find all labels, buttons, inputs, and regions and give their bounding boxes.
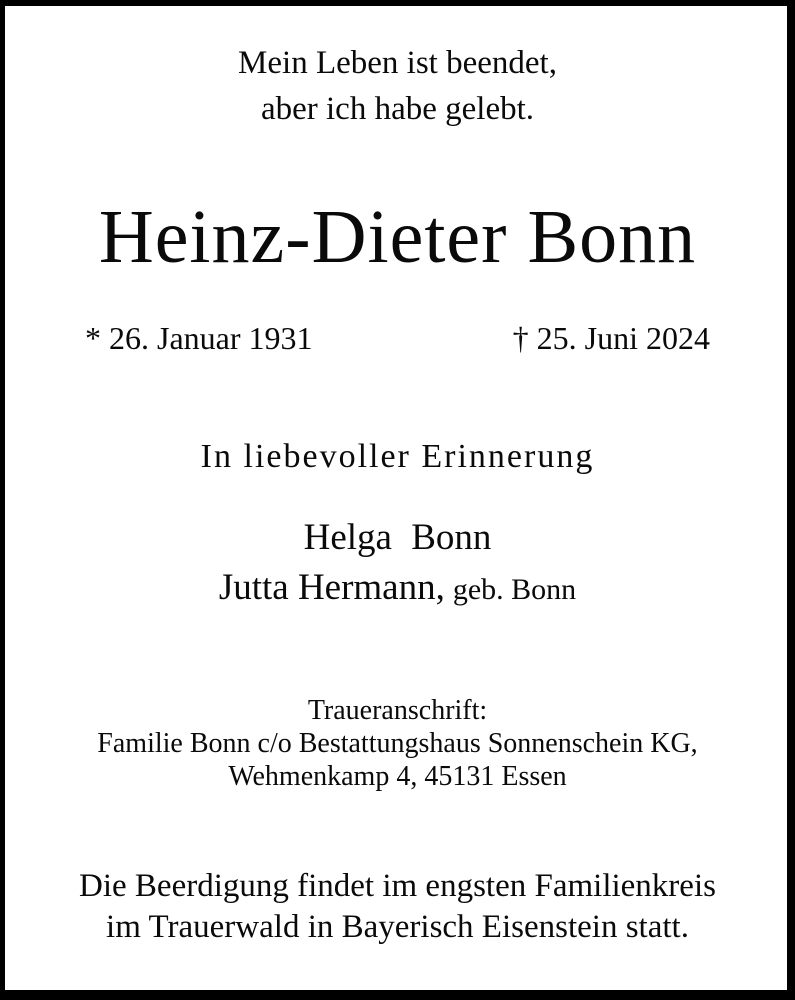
condolence-address-line-2: Wehmenkamp 4, 45131 Essen xyxy=(228,761,567,792)
condolence-address-line-1: Familie Bonn c/o Bestattungshaus Sonnenschein KG, xyxy=(97,728,698,759)
epigraph-line-2: aber ich habe gelebt. xyxy=(260,91,535,127)
death-date: † 25. Juni 2024 xyxy=(512,320,710,356)
condolence-label: Traueranschrift: xyxy=(307,695,488,726)
condolence-address xyxy=(0,694,795,793)
funeral-line-2: im Trauerwald in Bayerisch Eisenstein statt. xyxy=(106,909,689,945)
funeral-info xyxy=(0,866,795,948)
funeral-line-1: Die Beerdigung findet im engsten Familienkreis xyxy=(79,868,716,904)
mourner-2-name: Jutta Hermann, xyxy=(218,567,445,608)
mourner-2-nee: geb. Bonn xyxy=(452,573,577,606)
epigraph-line-1: Mein Leben ist beendet, xyxy=(238,45,557,81)
remembrance-line: In liebevoller Erinnerung xyxy=(200,438,595,475)
mourner-line-2 xyxy=(0,566,795,609)
mourner-line-1: Helga Bonn xyxy=(303,517,492,558)
epigraph xyxy=(0,40,795,132)
deceased-name: Heinz-Dieter Bonn xyxy=(98,195,697,279)
birth-date: * 26. Januar 1931 xyxy=(85,320,313,356)
life-dates xyxy=(0,320,795,357)
